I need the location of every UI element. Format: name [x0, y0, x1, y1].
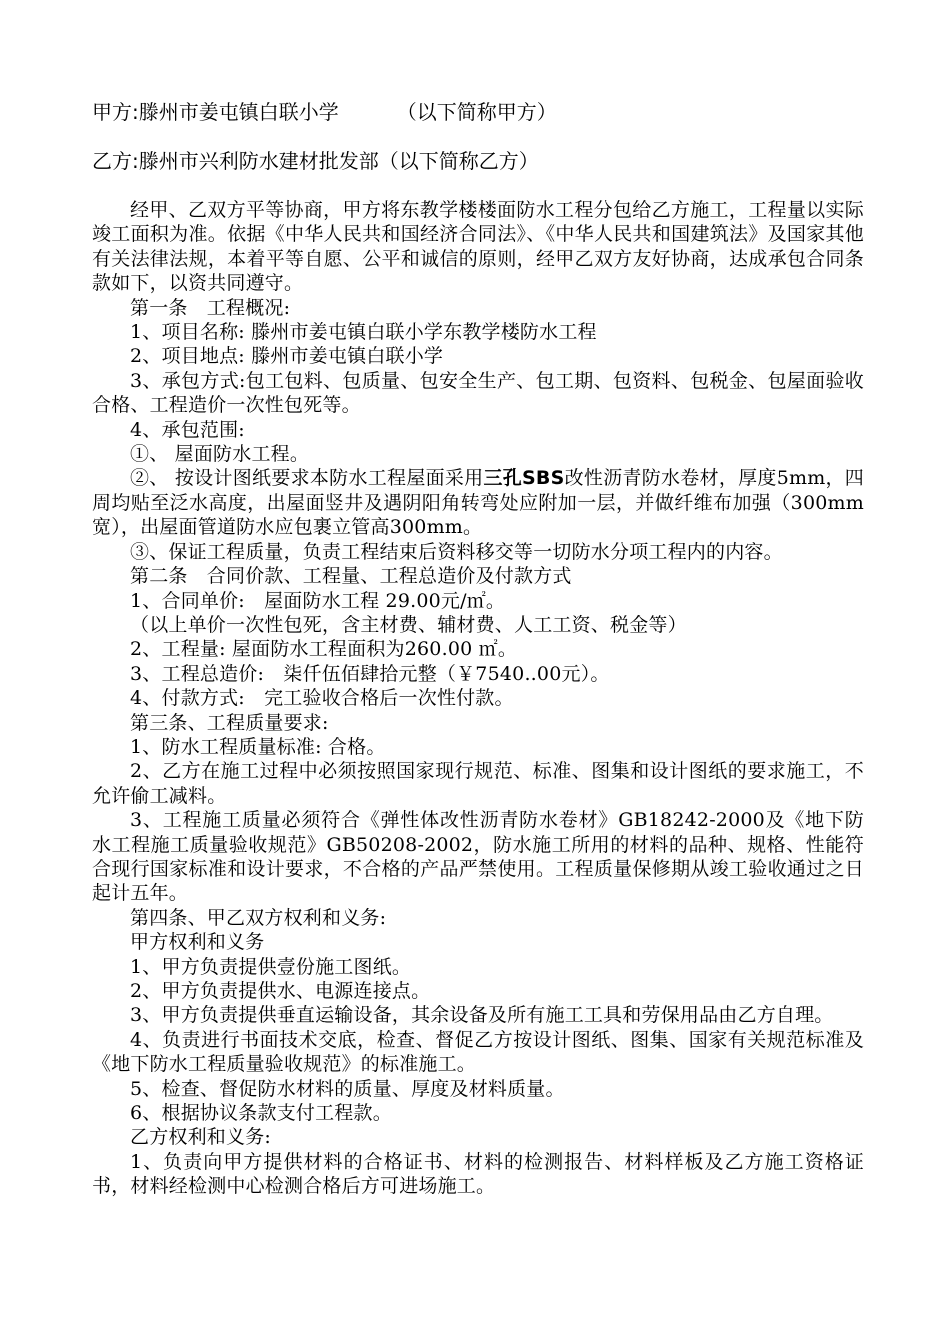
- article-2-item-4: 4、付款方式: 完工验收合格后一次性付款。: [130, 687, 514, 710]
- article-4-title: 第四条、甲乙双方权利和义务:: [130, 906, 387, 929]
- article-3-item-1: 1、防水工程质量标准: 合格。: [130, 735, 386, 758]
- article-1-item-1: 1、项目名称: 滕州市姜屯镇白联小学东教学楼防水工程: [130, 321, 597, 344]
- item-4b-post: 改性沥青防水卷材，厚度5mm，四周均贴至泛水高度，出屋面竖井及遇阴阳角转弯处应附加一层，并做纤维布加强（300mm宽），出屋面管道防水应包裹立管高300mm。: [92, 467, 864, 539]
- article-3-title: 第三条、工程质量要求:: [130, 711, 329, 734]
- article-1-item-4b: [92, 466, 864, 539]
- item-4b-material: 三孔SBS: [483, 467, 565, 490]
- article-1-item-3: 3、承包方式:包工包料、包质量、包安全生产、包工期、包资料、包税金、包屋面验收合格、工程造价一次性包死等。: [92, 369, 864, 417]
- party-b-duty-1: 1、负责向甲方提供材料的合格证书、材料的检测报告、材料样板及乙方施工资格证书，材料经检测中心检测合格后方可进场施工。: [92, 1150, 864, 1198]
- party-b-duties-title: 乙方权利和义务:: [130, 1126, 272, 1149]
- party-a-name: 甲方:滕州市姜屯镇白联小学: [92, 100, 339, 124]
- article-2-item-1: 1、合同单价: 屋面防水工程 29.00元/㎡。: [130, 589, 506, 612]
- party-b-line: 乙方:滕州市兴利防水建材批发部（以下简称乙方）: [92, 149, 539, 173]
- item-4b-pre: ②、 按设计图纸要求本防水工程屋面采用: [130, 467, 484, 490]
- article-2-item-1-note: （以上单价一次性包死，含主材费、辅材费、人工工资、税金等）: [130, 613, 687, 636]
- article-1-item-4a: ①、 屋面防水工程。: [130, 443, 310, 466]
- article-1-item-2: 2、项目地点: 滕州市姜屯镇白联小学: [130, 345, 444, 368]
- party-a-duty-3: 3、甲方负责提供垂直运输设备，其余设备及所有施工工具和劳保用品由乙方自理。: [130, 1004, 834, 1027]
- party-a-note: （以下简称甲方）: [396, 100, 557, 124]
- article-2-item-3: 3、工程总造价: 柒仟伍佰肆拾元整（￥7540..00元）。: [130, 662, 610, 685]
- party-a-duties-title: 甲方权利和义务: [130, 931, 265, 954]
- party-a-duty-1: 1、甲方负责提供壹份施工图纸。: [130, 955, 412, 978]
- party-a-line: [92, 99, 557, 125]
- party-a-duty-4: 4、负责进行书面技术交底，检查、督促乙方按设计图纸、图集、国家有关规范标准及《地下防水工程质量验收规范》的标准施工。: [92, 1028, 864, 1076]
- party-a-duty-6: 6、根据协议条款支付工程款。: [130, 1102, 392, 1125]
- article-1-title: 第一条 工程概况:: [130, 296, 291, 319]
- contract-body: [92, 198, 864, 1199]
- article-3-item-3: 3、工程施工质量必须符合《弹性体改性沥青防水卷材》GB18242-2000及《地下防水工程施工质量验收规范》GB50208-2002，防水施工所用的材料的品种、规格、性能符合现行国家标准和设计要求，不合格的产品严禁使用。工程质量保修期从竣工验收通过之日起计五年。: [92, 809, 864, 905]
- party-a-duty-5: 5、检查、督促防水材料的质量、厚度及材料质量。: [130, 1077, 565, 1100]
- article-2-title: 第二条 合同价款、工程量、工程总造价及付款方式: [130, 565, 572, 588]
- article-2-item-2: 2、工程量: 屋面防水工程面积为260.00 ㎡。: [130, 638, 518, 661]
- party-a-duty-2: 2、甲方负责提供水、电源连接点。: [130, 980, 431, 1002]
- article-1-item-4c: ③、保证工程质量，负责工程结束后资料移交等一切防水分项工程内的内容。: [130, 540, 783, 563]
- article-3-item-2: 2、乙方在施工过程中必须按照国家现行规范、标准、图集和设计图纸的要求施工，不允许偷工减料。: [92, 760, 864, 807]
- article-1-item-4: 4、承包范围:: [130, 418, 245, 441]
- intro-paragraph: 经甲、乙双方平等协商，甲方将东教学楼楼面防水工程分包给乙方施工，工程量以实际竣工面积为准。依据《中华人民共和国经济合同法》、《中华人民共和国建筑法》及国家其他有关法律法规，本着平等自愿、公平和诚信的原则，经甲乙双方友好协商，达成承包合同条款如下，以资共同遵守。: [92, 199, 864, 295]
